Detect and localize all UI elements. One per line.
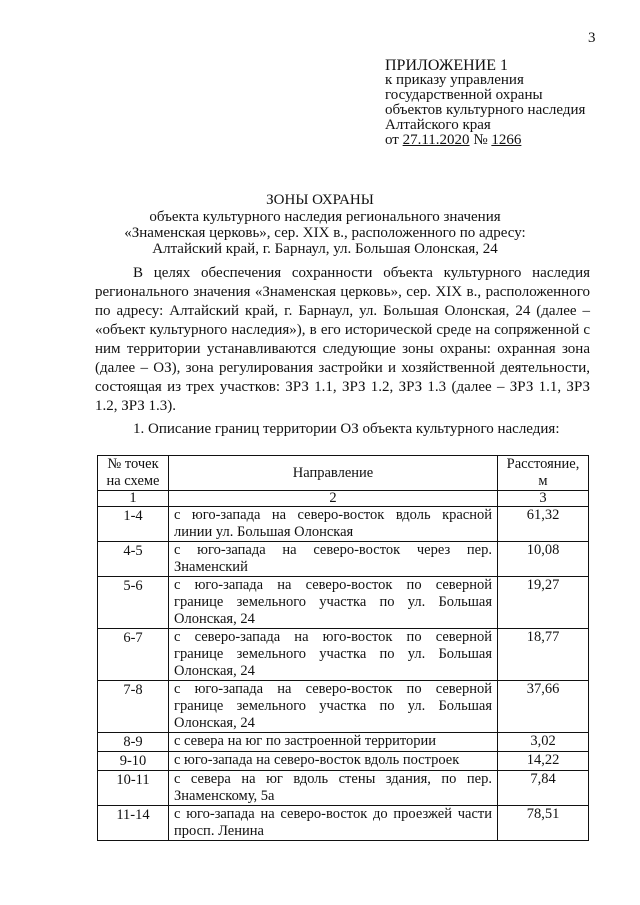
header-points-line-1: № точек <box>107 456 159 472</box>
points-cell: 5-6 <box>98 577 169 629</box>
appendix-block <box>385 58 585 148</box>
points-cell: 9-10 <box>98 752 169 771</box>
direction-cell: с юго-запада на северо-восток до проезжей части просп. Ленина <box>169 806 498 841</box>
number-sign: № <box>473 132 488 148</box>
points-cell: 4-5 <box>98 542 169 577</box>
distance-cell: 37,66 <box>498 681 589 733</box>
table-row <box>98 577 589 629</box>
section-heading: 1. Описание границ территории ОЗ объекта культурного наследия: <box>133 421 560 437</box>
distance-cell: 10,08 <box>498 542 589 577</box>
boundary-table <box>97 455 589 841</box>
table-row <box>98 507 589 542</box>
distance-cell: 19,27 <box>498 577 589 629</box>
direction-cell: с юго-запада на северо-восток через пер. Знаменский <box>169 542 498 577</box>
column-number-1: 1 <box>98 491 169 507</box>
points-cell: 1-4 <box>98 507 169 542</box>
direction-cell: с юго-запада на северо-восток вдоль красной линии ул. Большая Олонская <box>169 507 498 542</box>
header-points <box>98 456 169 491</box>
direction-cell: с юго-запада на северо-восток по северной границе земельного участка по ул. Большая Олонская, 24 <box>169 577 498 629</box>
subtitle-line-3: Алтайский край, г. Барнаул, ул. Большая Олонская, 24 <box>152 241 498 257</box>
table-row <box>98 771 589 806</box>
table-row <box>98 733 589 752</box>
distance-cell: 61,32 <box>498 507 589 542</box>
subtitle-line-1: объекта культурного наследия регионального значения <box>149 209 501 225</box>
points-cell: 6-7 <box>98 629 169 681</box>
appendix-line-1: к приказу управления <box>385 72 524 88</box>
subtitle-line-2: «Знаменская церковь», сер. XIX в., расположенного по адресу: <box>124 225 526 241</box>
appendix-line-4: Алтайского края <box>385 117 491 133</box>
appendix-line-2: государственной охраны <box>385 87 543 103</box>
points-cell: 11-14 <box>98 806 169 841</box>
table-row <box>98 752 589 771</box>
order-date: 27.11.2020 <box>402 132 470 148</box>
table-header-row <box>98 456 589 491</box>
header-direction: Направление <box>169 456 498 491</box>
appendix-line-3: объектов культурного наследия <box>385 102 586 118</box>
column-number-2: 2 <box>169 491 498 507</box>
points-cell: 7-8 <box>98 681 169 733</box>
table-row <box>98 629 589 681</box>
direction-cell: с юго-запада на северо-восток вдоль построек <box>169 752 498 771</box>
direction-cell: с севера на юг вдоль стены здания, по пер. Знаменскому, 5а <box>169 771 498 806</box>
order-number: 1266 <box>491 132 522 148</box>
table-row <box>98 542 589 577</box>
direction-cell: с северо-запада на юго-восток по северной границе земельного участка по ул. Большая Олонская, 24 <box>169 629 498 681</box>
table-row <box>98 681 589 733</box>
distance-cell: 3,02 <box>498 733 589 752</box>
document-subtitle <box>95 209 555 257</box>
table-column-numbers-row <box>98 491 589 507</box>
points-cell: 10-11 <box>98 771 169 806</box>
page-number: 3 <box>588 30 596 46</box>
column-number-3: 3 <box>498 491 589 507</box>
appendix-title: ПРИЛОЖЕНИЕ 1 <box>385 57 509 74</box>
direction-cell: с юго-запада на северо-восток по северной границе земельного участка по ул. Большая Олонская, 24 <box>169 681 498 733</box>
distance-cell: 18,77 <box>498 629 589 681</box>
date-prefix: от <box>385 132 399 148</box>
distance-cell: 78,51 <box>498 806 589 841</box>
points-cell: 8-9 <box>98 733 169 752</box>
distance-cell: 7,84 <box>498 771 589 806</box>
header-points-line-2: на схеме <box>106 473 160 489</box>
appendix-date-line <box>385 133 585 148</box>
direction-cell: с севера на юг по застроенной территории <box>169 733 498 752</box>
distance-cell: 14,22 <box>498 752 589 771</box>
table-row <box>98 806 589 841</box>
header-distance: Расстояние, м <box>498 456 589 491</box>
intro-paragraph: В целях обеспечения сохранности объекта культурного наследия регионального значения «Знаменская церковь», сер. XIX в., расположенного по адресу: Алтайский край, г. Барнаул, ул. Большая Олонская, 24 (далее – «объект культурного наследия»), в его исторической среде на сопряженной с ним территории устанавливаются следующие зоны охраны: охранная зона (далее – ОЗ), зона регулирования застройки и хозяйственной деятельности, состоящая из трех участков: ЗРЗ 1.1, ЗРЗ 1.2, ЗРЗ 1.3 (далее – ЗРЗ 1.1, ЗРЗ 1.2, ЗРЗ 1.3). <box>95 265 590 414</box>
document-title: ЗОНЫ ОХРАНЫ <box>266 192 374 208</box>
